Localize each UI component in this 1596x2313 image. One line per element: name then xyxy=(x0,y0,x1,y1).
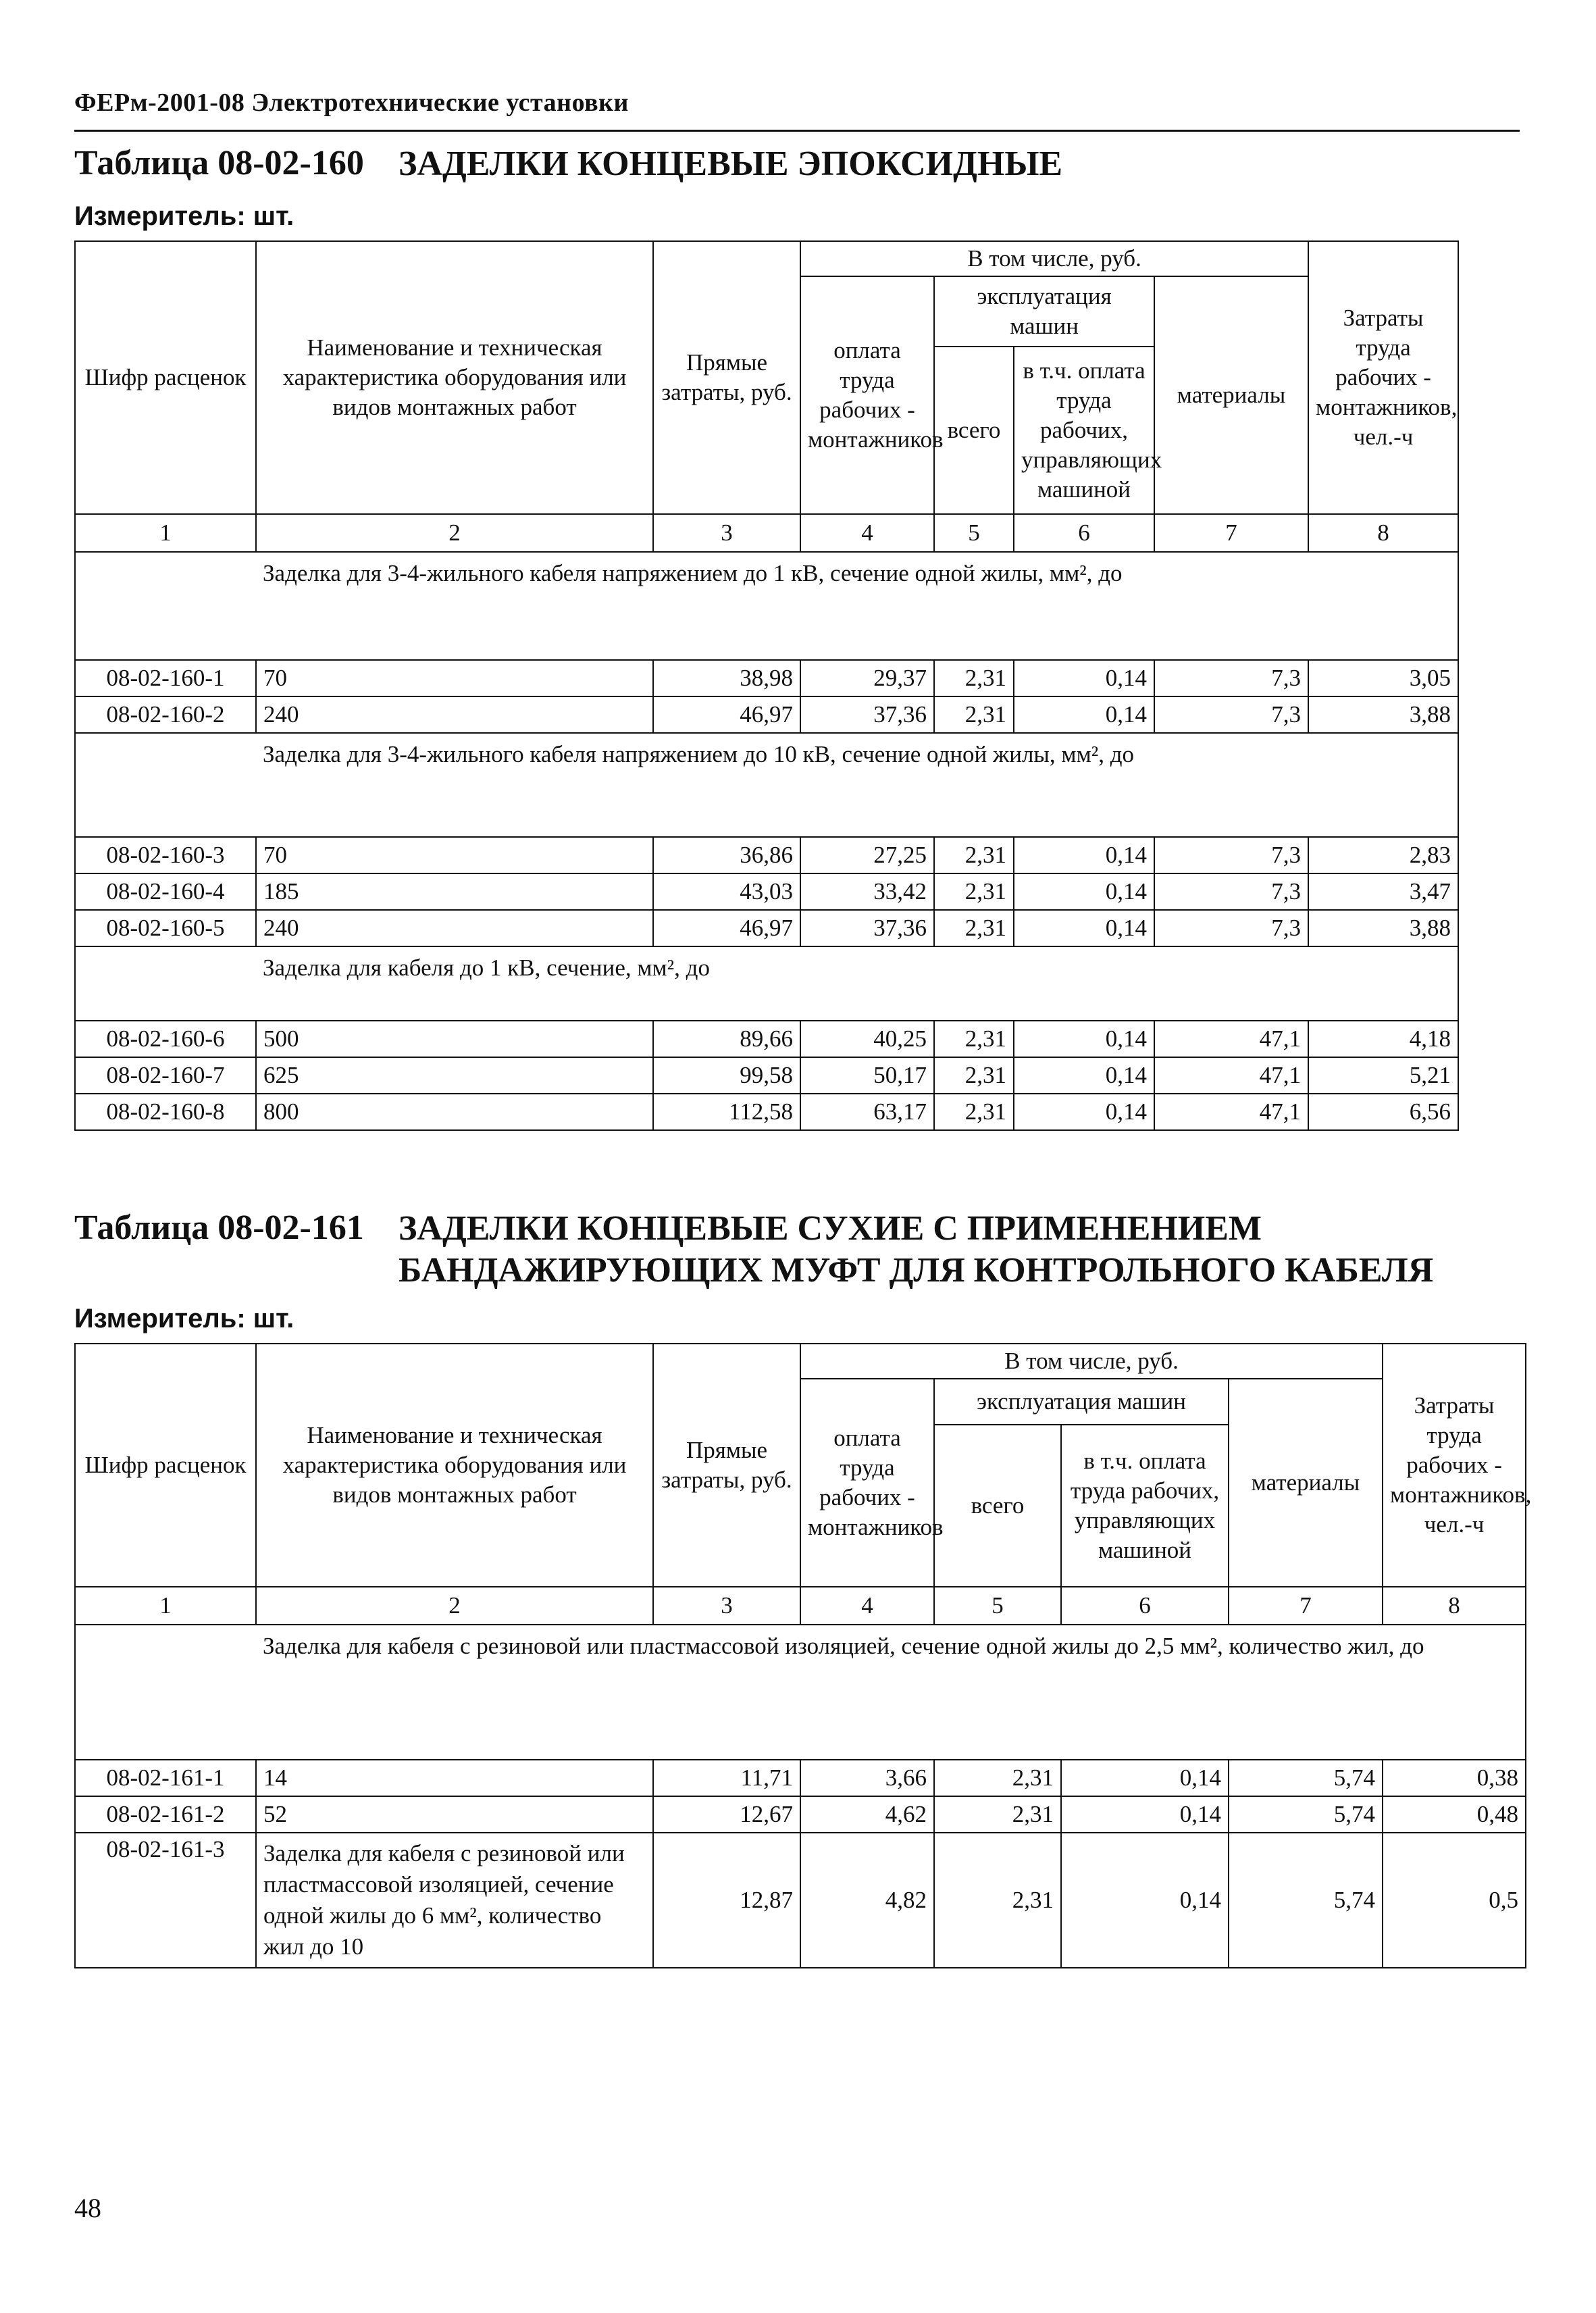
cell-materials: 47,1 xyxy=(1154,1094,1308,1130)
cell-labor-hours: 0,48 xyxy=(1383,1796,1526,1833)
table2-number: Таблица 08-02-161 xyxy=(74,1209,364,1247)
cell-operators: 0,14 xyxy=(1014,873,1154,910)
cell-machine-total: 2,31 xyxy=(934,1021,1014,1057)
cell-labor-hours: 6,56 xyxy=(1308,1094,1458,1130)
column-numbers-row xyxy=(75,1587,1526,1625)
cell-operators: 0,14 xyxy=(1014,1057,1154,1094)
table2-title xyxy=(398,1208,1433,1292)
cell-labor-pay: 37,36 xyxy=(800,696,934,733)
cell-code: 08-02-161-2 xyxy=(75,1796,256,1833)
cell-direct: 112,58 xyxy=(653,1094,800,1130)
col-number: 1 xyxy=(75,1587,256,1625)
cell-name: 500 xyxy=(256,1021,653,1057)
col-number: 2 xyxy=(256,1587,653,1625)
col-header-incl-operators: в т.ч. оплата труда рабочих, управляющих машиной xyxy=(1061,1425,1229,1587)
cell-direct: 12,87 xyxy=(653,1833,800,1968)
cell-direct: 99,58 xyxy=(653,1057,800,1094)
cell-labor-hours: 5,21 xyxy=(1308,1057,1458,1094)
table-row xyxy=(75,696,1458,733)
cell-code: 08-02-160-8 xyxy=(75,1094,256,1130)
running-header: ФЕРм-2001-08 Электротехнические установки xyxy=(74,88,629,117)
cell-operators: 0,14 xyxy=(1014,837,1154,873)
cell-labor-pay: 63,17 xyxy=(800,1094,934,1130)
table-row xyxy=(75,1796,1526,1833)
table-row xyxy=(75,1021,1458,1057)
cell-labor-pay: 40,25 xyxy=(800,1021,934,1057)
table-row xyxy=(75,1833,1526,1968)
cell-labor-hours: 3,88 xyxy=(1308,910,1458,946)
column-numbers-row xyxy=(75,514,1458,552)
cell-materials: 5,74 xyxy=(1229,1796,1383,1833)
header-rule xyxy=(74,130,1520,132)
col-header-code: Шифр расценок xyxy=(75,241,256,514)
table-row xyxy=(75,837,1458,873)
col-number: 5 xyxy=(934,514,1014,552)
col-number: 5 xyxy=(934,1587,1061,1625)
table-row xyxy=(75,660,1458,696)
cell-operators: 0,14 xyxy=(1014,660,1154,696)
cell-machine-total: 2,31 xyxy=(934,910,1014,946)
cell-labor-pay: 4,62 xyxy=(800,1796,934,1833)
table2 xyxy=(74,1343,1532,1968)
cell-name: 625 xyxy=(256,1057,653,1094)
table2-title-line1: ЗАДЕЛКИ КОНЦЕВЫЕ СУХИЕ С ПРИМЕНЕНИЕМ xyxy=(398,1209,1262,1248)
cell-labor-hours: 0,5 xyxy=(1383,1833,1526,1968)
col-header-labor-hours: Затраты труда рабочих - монтажников, чел.-ч xyxy=(1308,241,1458,514)
cell-name: 70 xyxy=(256,660,653,696)
page-number: 48 xyxy=(74,2193,101,2223)
cell-machine-total: 2,31 xyxy=(934,1833,1061,1968)
cell-labor-pay: 29,37 xyxy=(800,660,934,696)
cell-machine-total: 2,31 xyxy=(934,660,1014,696)
table2-measure: Измеритель: шт. xyxy=(74,1304,294,1333)
cell-code: 08-02-160-5 xyxy=(75,910,256,946)
cell-labor-hours: 4,18 xyxy=(1308,1021,1458,1057)
col-header-incl-operators: в т.ч. оплата труда рабочих, управляющих машиной xyxy=(1014,347,1154,514)
col-number: 4 xyxy=(800,1587,934,1625)
section-row xyxy=(75,946,1458,1021)
col-number: 2 xyxy=(256,514,653,552)
table-row xyxy=(75,1094,1458,1130)
table-row xyxy=(75,910,1458,946)
cell-operators: 0,14 xyxy=(1014,696,1154,733)
section-text: Заделка для 3-4-жильного кабеля напряжением до 10 кВ, сечение одной жилы, мм², до xyxy=(256,733,1458,837)
cell-name: 240 xyxy=(256,696,653,733)
cell-machine-total: 2,31 xyxy=(934,873,1014,910)
col-header-name: Наименование и техническая характеристика оборудования или видов монтажных работ xyxy=(256,1344,653,1587)
cell-labor-pay: 4,82 xyxy=(800,1833,934,1968)
cell-operators: 0,14 xyxy=(1014,910,1154,946)
section-row xyxy=(75,733,1458,837)
cell-labor-pay: 37,36 xyxy=(800,910,934,946)
table-row xyxy=(75,1760,1526,1796)
cell-code: 08-02-160-4 xyxy=(75,873,256,910)
cell-operators: 0,14 xyxy=(1061,1760,1229,1796)
cell-name: 14 xyxy=(256,1760,653,1796)
cell-direct: 89,66 xyxy=(653,1021,800,1057)
cell-materials: 47,1 xyxy=(1154,1021,1308,1057)
cell-labor-hours: 3,88 xyxy=(1308,696,1458,733)
cell-labor-pay: 33,42 xyxy=(800,873,934,910)
table2-heading xyxy=(74,1208,1433,1292)
col-header-direct: Прямые затраты, руб. xyxy=(653,1344,800,1587)
table1-number: Таблица 08-02-160 xyxy=(74,144,364,182)
cell-name: 185 xyxy=(256,873,653,910)
cell-code: 08-02-160-7 xyxy=(75,1057,256,1094)
table1-heading xyxy=(74,143,1062,185)
table1-measure: Измеритель: шт. xyxy=(74,201,294,231)
cell-machine-total: 2,31 xyxy=(934,837,1014,873)
cell-code: 08-02-160-3 xyxy=(75,837,256,873)
col-header-labor-pay: оплата труда рабочих - монтажников xyxy=(800,276,934,514)
cell-labor-pay: 50,17 xyxy=(800,1057,934,1094)
cell-code: 08-02-161-3 xyxy=(75,1833,256,1968)
cell-code: 08-02-160-2 xyxy=(75,696,256,733)
cell-direct: 46,97 xyxy=(653,696,800,733)
col-header-direct: Прямые затраты, руб. xyxy=(653,241,800,514)
cell-direct: 36,86 xyxy=(653,837,800,873)
cell-direct: 46,97 xyxy=(653,910,800,946)
cell-materials: 7,3 xyxy=(1154,696,1308,733)
col-number: 7 xyxy=(1154,514,1308,552)
cell-machine-total: 2,31 xyxy=(934,1094,1014,1130)
cell-direct: 43,03 xyxy=(653,873,800,910)
cell-operators: 0,14 xyxy=(1014,1094,1154,1130)
cell-labor-pay: 3,66 xyxy=(800,1760,934,1796)
col-header-materials: материалы xyxy=(1154,276,1308,514)
col-number: 3 xyxy=(653,514,800,552)
cell-name: 240 xyxy=(256,910,653,946)
cell-name: 70 xyxy=(256,837,653,873)
col-header-including: В том числе, руб. xyxy=(800,1344,1383,1379)
cell-name: 52 xyxy=(256,1796,653,1833)
col-number: 4 xyxy=(800,514,934,552)
cell-labor-pay: 27,25 xyxy=(800,837,934,873)
cell-code: 08-02-160-1 xyxy=(75,660,256,696)
col-number: 8 xyxy=(1383,1587,1526,1625)
cell-materials: 5,74 xyxy=(1229,1760,1383,1796)
cell-direct: 38,98 xyxy=(653,660,800,696)
cell-operators: 0,14 xyxy=(1061,1796,1229,1833)
table-row xyxy=(75,1057,1458,1094)
col-header-name: Наименование и техническая характеристика оборудования или видов монтажных работ xyxy=(256,241,653,514)
table-row xyxy=(75,873,1458,910)
col-number: 8 xyxy=(1308,514,1458,552)
section-text: Заделка для кабеля до 1 кВ, сечение, мм², до xyxy=(256,946,1458,1021)
col-header-labor-hours: Затраты труда рабочих - монтажников, чел.-ч xyxy=(1383,1344,1526,1587)
col-header-machine-ops: эксплуатация машин xyxy=(934,276,1154,347)
col-number: 3 xyxy=(653,1587,800,1625)
col-header-machine-ops: эксплуатация машин xyxy=(934,1379,1229,1425)
cell-materials: 7,3 xyxy=(1154,910,1308,946)
cell-materials: 47,1 xyxy=(1154,1057,1308,1094)
cell-machine-total: 2,31 xyxy=(934,696,1014,733)
cell-machine-total: 2,31 xyxy=(934,1796,1061,1833)
table2-title-line2: БАНДАЖИРУЮЩИХ МУФТ ДЛЯ КОНТРОЛЬНОГО КАБЕЛЯ xyxy=(398,1251,1434,1290)
cell-labor-hours: 2,83 xyxy=(1308,837,1458,873)
col-number: 1 xyxy=(75,514,256,552)
cell-labor-hours: 3,47 xyxy=(1308,873,1458,910)
cell-machine-total: 2,31 xyxy=(934,1057,1014,1094)
table1 xyxy=(74,240,1459,1131)
col-number: 7 xyxy=(1229,1587,1383,1625)
col-header-total: всего xyxy=(934,347,1014,514)
cell-code: 08-02-161-1 xyxy=(75,1760,256,1796)
cell-labor-hours: 3,05 xyxy=(1308,660,1458,696)
col-header-materials: материалы xyxy=(1229,1379,1383,1587)
cell-name: Заделка для кабеля с резиновой или пластмассовой изоляцией, сечение одной жилы до 6 мм², количество жил до 10 xyxy=(256,1833,653,1968)
cell-materials: 7,3 xyxy=(1154,837,1308,873)
col-number: 6 xyxy=(1014,514,1154,552)
section-row xyxy=(75,1625,1526,1760)
cell-labor-hours: 0,38 xyxy=(1383,1760,1526,1796)
cell-name: 800 xyxy=(256,1094,653,1130)
cell-materials: 7,3 xyxy=(1154,873,1308,910)
col-header-code: Шифр расценок xyxy=(75,1344,256,1587)
cell-code: 08-02-160-6 xyxy=(75,1021,256,1057)
cell-operators: 0,14 xyxy=(1014,1021,1154,1057)
col-header-including: В том числе, руб. xyxy=(800,241,1308,276)
section-text: Заделка для кабеля с резиновой или пластмассовой изоляцией, сечение одной жилы до 2,5 мм², количество жил, до xyxy=(256,1625,1526,1760)
cell-direct: 11,71 xyxy=(653,1760,800,1796)
cell-materials: 7,3 xyxy=(1154,660,1308,696)
col-number: 6 xyxy=(1061,1587,1229,1625)
col-header-labor-pay: оплата труда рабочих - монтажников xyxy=(800,1379,934,1587)
cell-direct: 12,67 xyxy=(653,1796,800,1833)
table1-title: ЗАДЕЛКИ КОНЦЕВЫЕ ЭПОКСИДНЫЕ xyxy=(398,145,1063,183)
col-header-total: всего xyxy=(934,1425,1061,1587)
section-text: Заделка для 3-4-жильного кабеля напряжением до 1 кВ, сечение одной жилы, мм², до xyxy=(256,552,1458,660)
cell-materials: 5,74 xyxy=(1229,1833,1383,1968)
section-row xyxy=(75,552,1458,660)
cell-operators: 0,14 xyxy=(1061,1833,1229,1968)
cell-machine-total: 2,31 xyxy=(934,1760,1061,1796)
